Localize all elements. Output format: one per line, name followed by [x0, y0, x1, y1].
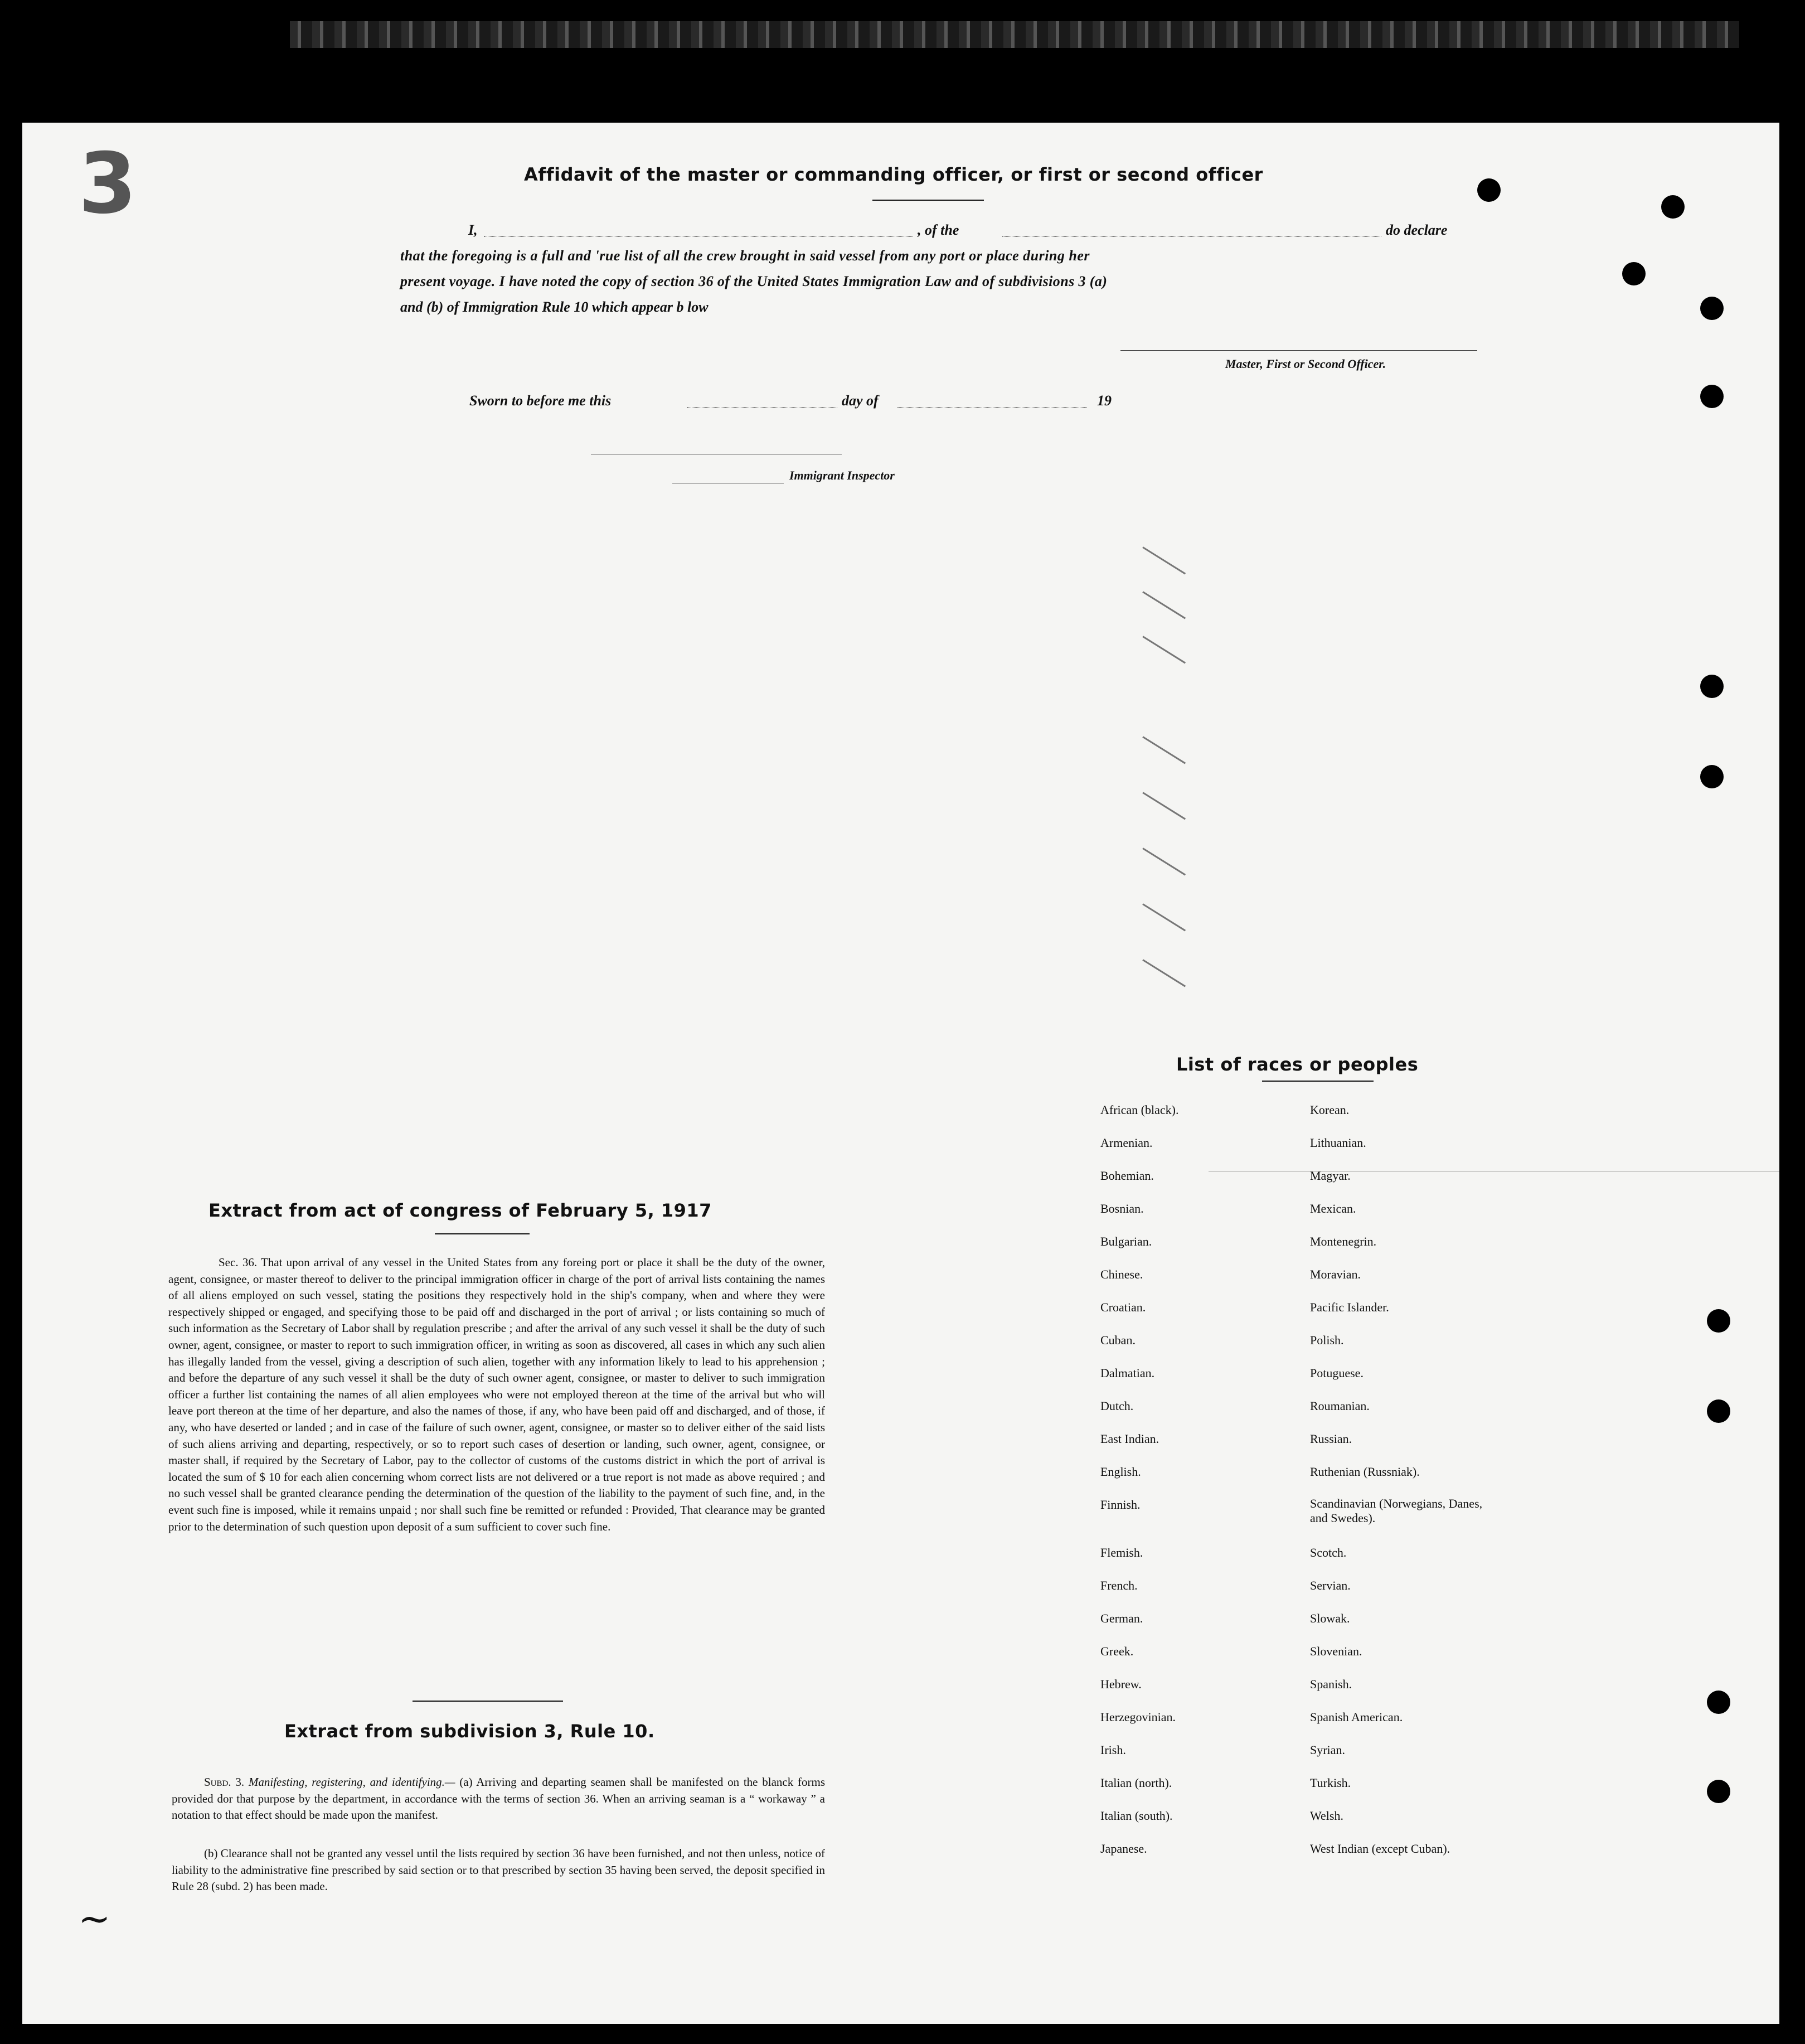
binder-hole: [1707, 1309, 1730, 1333]
subd-label: Subd. 3.: [204, 1775, 245, 1789]
binder-hole: [1707, 1780, 1730, 1803]
sworn-month-blank[interactable]: [897, 407, 1087, 408]
race-item-left: German.: [1100, 1611, 1143, 1625]
affidavit-i: I,: [468, 222, 478, 238]
bleed-through-mark: [1142, 847, 1186, 875]
affidavit-line-1: [400, 217, 1487, 243]
affidavit-declare: do declare: [1386, 222, 1448, 238]
race-item-right: Moravian.: [1310, 1267, 1361, 1281]
rule-subd-3-a: [172, 1774, 825, 1824]
race-item-left: Greek.: [1100, 1644, 1134, 1658]
film-edge: [290, 21, 1739, 48]
bleed-through-mark: [1142, 591, 1186, 619]
bleed-through-mark: [1142, 736, 1186, 764]
race-item-right: Korean.: [1310, 1103, 1350, 1117]
race-item-right: Montenegrin.: [1310, 1234, 1377, 1248]
binder-hole: [1707, 1691, 1730, 1714]
race-item-left: Hebrew.: [1100, 1677, 1142, 1691]
race-item-right: Pacific Islander.: [1310, 1300, 1389, 1314]
binder-hole: [1700, 297, 1724, 320]
races-title: List of races or peoples: [1176, 1054, 1419, 1075]
race-item-left: Chinese.: [1100, 1267, 1143, 1281]
race-item-left: French.: [1100, 1578, 1138, 1592]
race-item-right: Russian.: [1310, 1432, 1352, 1446]
races-left-column: [1100, 1102, 1284, 2005]
inspector-caption: Immigrant Inspector: [789, 468, 895, 482]
race-item-left: Armenian.: [1100, 1136, 1153, 1150]
act-extract-title-underline: [435, 1233, 530, 1234]
races-right-column: [1310, 1102, 1544, 2005]
race-item-right: Syrian.: [1310, 1743, 1345, 1757]
binder-hole: [1477, 178, 1501, 202]
race-item-left: East Indian.: [1100, 1432, 1159, 1446]
race-item-right: Lithuanian.: [1310, 1136, 1366, 1150]
races-title-underline: [1262, 1081, 1374, 1082]
race-item-right: Spanish American.: [1310, 1710, 1403, 1724]
race-item-left: Italian (north).: [1100, 1776, 1172, 1790]
affidavit-title-underline: [872, 200, 984, 201]
master-caption: Master, First or Second Officer.: [1225, 357, 1386, 371]
affidavit-vessel-blank[interactable]: [1002, 236, 1381, 237]
race-item-left: Bulgarian.: [1100, 1234, 1152, 1248]
act-rule-divider: [413, 1701, 563, 1702]
race-item-left: Finnish.: [1100, 1498, 1141, 1512]
race-item-right: Polish.: [1310, 1333, 1344, 1347]
sworn-day-of: day of: [842, 393, 879, 409]
race-item-right: Magyar.: [1310, 1169, 1351, 1183]
binder-hole: [1700, 765, 1724, 788]
race-item-left: Cuban.: [1100, 1333, 1136, 1347]
race-item-right: Servian.: [1310, 1578, 1351, 1592]
race-item-left: Japanese.: [1100, 1842, 1147, 1856]
affidavit-line-4: and (b) of Immigration Rule 10 which appear b low: [400, 299, 709, 315]
binder-hole: [1700, 385, 1724, 408]
race-item-right: Slovenian.: [1310, 1644, 1362, 1658]
race-item-right: Mexican.: [1310, 1202, 1356, 1215]
sworn-line: [400, 388, 1487, 414]
sworn-prefix: Sworn to before me this: [469, 393, 612, 409]
race-item-left: African (black).: [1100, 1103, 1179, 1117]
bleed-through-mark: [1142, 792, 1186, 820]
subd-heading: Manifesting, registering, and identifying.—: [248, 1775, 455, 1789]
document-page: [22, 123, 1779, 2024]
affidavit-name-blank[interactable]: [484, 236, 913, 237]
sworn-year: 19: [1097, 393, 1112, 409]
microfilm-top-strip: [0, 0, 1805, 123]
act-section-36-text: Sec. 36. That upon arrival of any vessel in the United States from any foreing port or place it shall be the duty of the owner, agent, consignee, or master thereof to deliver to the principal immigration officer in charge of the port of arrival lists containing the names of all aliens employed on such vessel, stating the positions they respectively hold in the ship's company, when and where they were respectively shipped or engaged, and specifying those to be paid off and discharged in the port of arrival ; or lists containing so much of such information as the Secretary of Labor shall by regulation prescribe ; and after the arrival of any such vessel it shall be the duty of such owner, agent, consignee, or master to report to such immigration officer, in writing as soon as discovered, all cases in which any such alien has illegally landed from the vessel, giving a description of such alien, together with any information likely to lead to his apprehension ; and before the departure of any such vessel it shall be the duty of such owner agent, consignee, or master to deliver to such immigration officer a further list containing the names of all alien employees who were not employed thereon at the time of the arrival but who will leave port thereon at the time of her departure, and also the names of those, if any, who have been paid off and discharged, and of those, if any, who have deserted or landed ; and in case of the failure of such owner, agent, consignee, or master so to deliver either of the said lists of such aliens arriving and departing, respectively, or so to report such cases of desertion or landing, such owner, agent, consignee, or master shall, if required by the Secretary of Labor, pay to the collector of customs of the customs district in which the port of arrival is located the sum of $ 10 for each alien concerning whom correct lists are not delivered or a true report is not made as above required ; and no such vessel shall be granted clearance pending the determination of the question of the liability to the payment of such fine, and, in the event such fine is imposed, while it remains unpaid ; nor shall such fine be remitted or refunded : Provided, That clearance may be granted prior to the determination of such question upon deposit of a sum sufficient to cover such fine.: [168, 1256, 825, 1533]
race-item-right: Spanish.: [1310, 1677, 1352, 1691]
race-item-right: Welsh.: [1310, 1809, 1343, 1823]
binder-hole: [1700, 675, 1724, 698]
race-item-left: Dutch.: [1100, 1399, 1134, 1413]
race-item-right: Slowak.: [1310, 1611, 1350, 1625]
race-item-right: Ruthenian (Russniak).: [1310, 1465, 1420, 1479]
binder-hole: [1707, 1399, 1730, 1423]
affidavit-line-2: that the foregoing is a full and 'rue list of all the crew brought in said vessel from any port or place during her: [400, 248, 1090, 264]
race-item-right: Scandinavian (Norwegians, Danes, and Swedes).: [1310, 1496, 1483, 1525]
race-item-left: Dalmatian.: [1100, 1366, 1155, 1380]
binder-hole: [1622, 262, 1646, 285]
race-item-left: Herzegovinian.: [1100, 1710, 1176, 1724]
bleed-through-mark: [1142, 959, 1186, 987]
sworn-day-blank[interactable]: [687, 407, 837, 408]
race-item-left: Bohemian.: [1100, 1169, 1154, 1183]
bleed-through-mark: [1142, 546, 1186, 574]
race-item-left: Flemish.: [1100, 1546, 1143, 1559]
affidavit-of-the: , of the: [918, 222, 959, 238]
race-item-left: Italian (south).: [1100, 1809, 1173, 1823]
bleed-through-mark: [1142, 903, 1186, 931]
act-extract-title: Extract from act of congress of February 5, 1917: [208, 1200, 712, 1221]
bleed-through-mark: [1142, 636, 1186, 663]
page-number: 3: [78, 135, 137, 233]
race-item-right: West Indian (except Cuban).: [1310, 1842, 1450, 1856]
race-item-left: English.: [1100, 1465, 1141, 1479]
race-item-right: Roumanian.: [1310, 1399, 1370, 1413]
race-item-right: Turkish.: [1310, 1776, 1351, 1790]
margin-mark: ~: [78, 1896, 111, 1941]
affidavit-line-3: present voyage. I have noted the copy of section 36 of the United States Immigration Law and of subdivisions 3 (a): [400, 273, 1108, 289]
subd-para-a: (a) Arriving and departing seamen shall be manifested on the blanck forms provided dor that purpose by the department, in accordance with the terms of section 36. When an arriving seaman is a “ workaway ” a notation to that effect should be made upon the manifest.: [172, 1775, 825, 1822]
race-item-right: Scotch.: [1310, 1546, 1347, 1559]
race-item-left: Irish.: [1100, 1743, 1126, 1757]
master-signature-line[interactable]: [1120, 350, 1477, 351]
affidavit-title: Affidavit of the master or commanding officer, or first or second officer: [524, 164, 1263, 185]
race-item-right: Potuguese.: [1310, 1366, 1364, 1380]
rule-subd-3-b: (b) Clearance shall not be granted any vessel until the lists required by section 36 have been furnished, and not then unless, notice of liability to the administrative fine prescribed by said section or to that prescribed by section 35 having been served, the deposit specified in Rule 28 (subd. 2) has been made.: [172, 1847, 825, 1893]
rule-extract-title: Extract from subdivision 3, Rule 10.: [284, 1721, 655, 1742]
race-item-left: Croatian.: [1100, 1300, 1146, 1314]
race-item-left: Bosnian.: [1100, 1202, 1144, 1215]
binder-hole: [1661, 195, 1685, 219]
